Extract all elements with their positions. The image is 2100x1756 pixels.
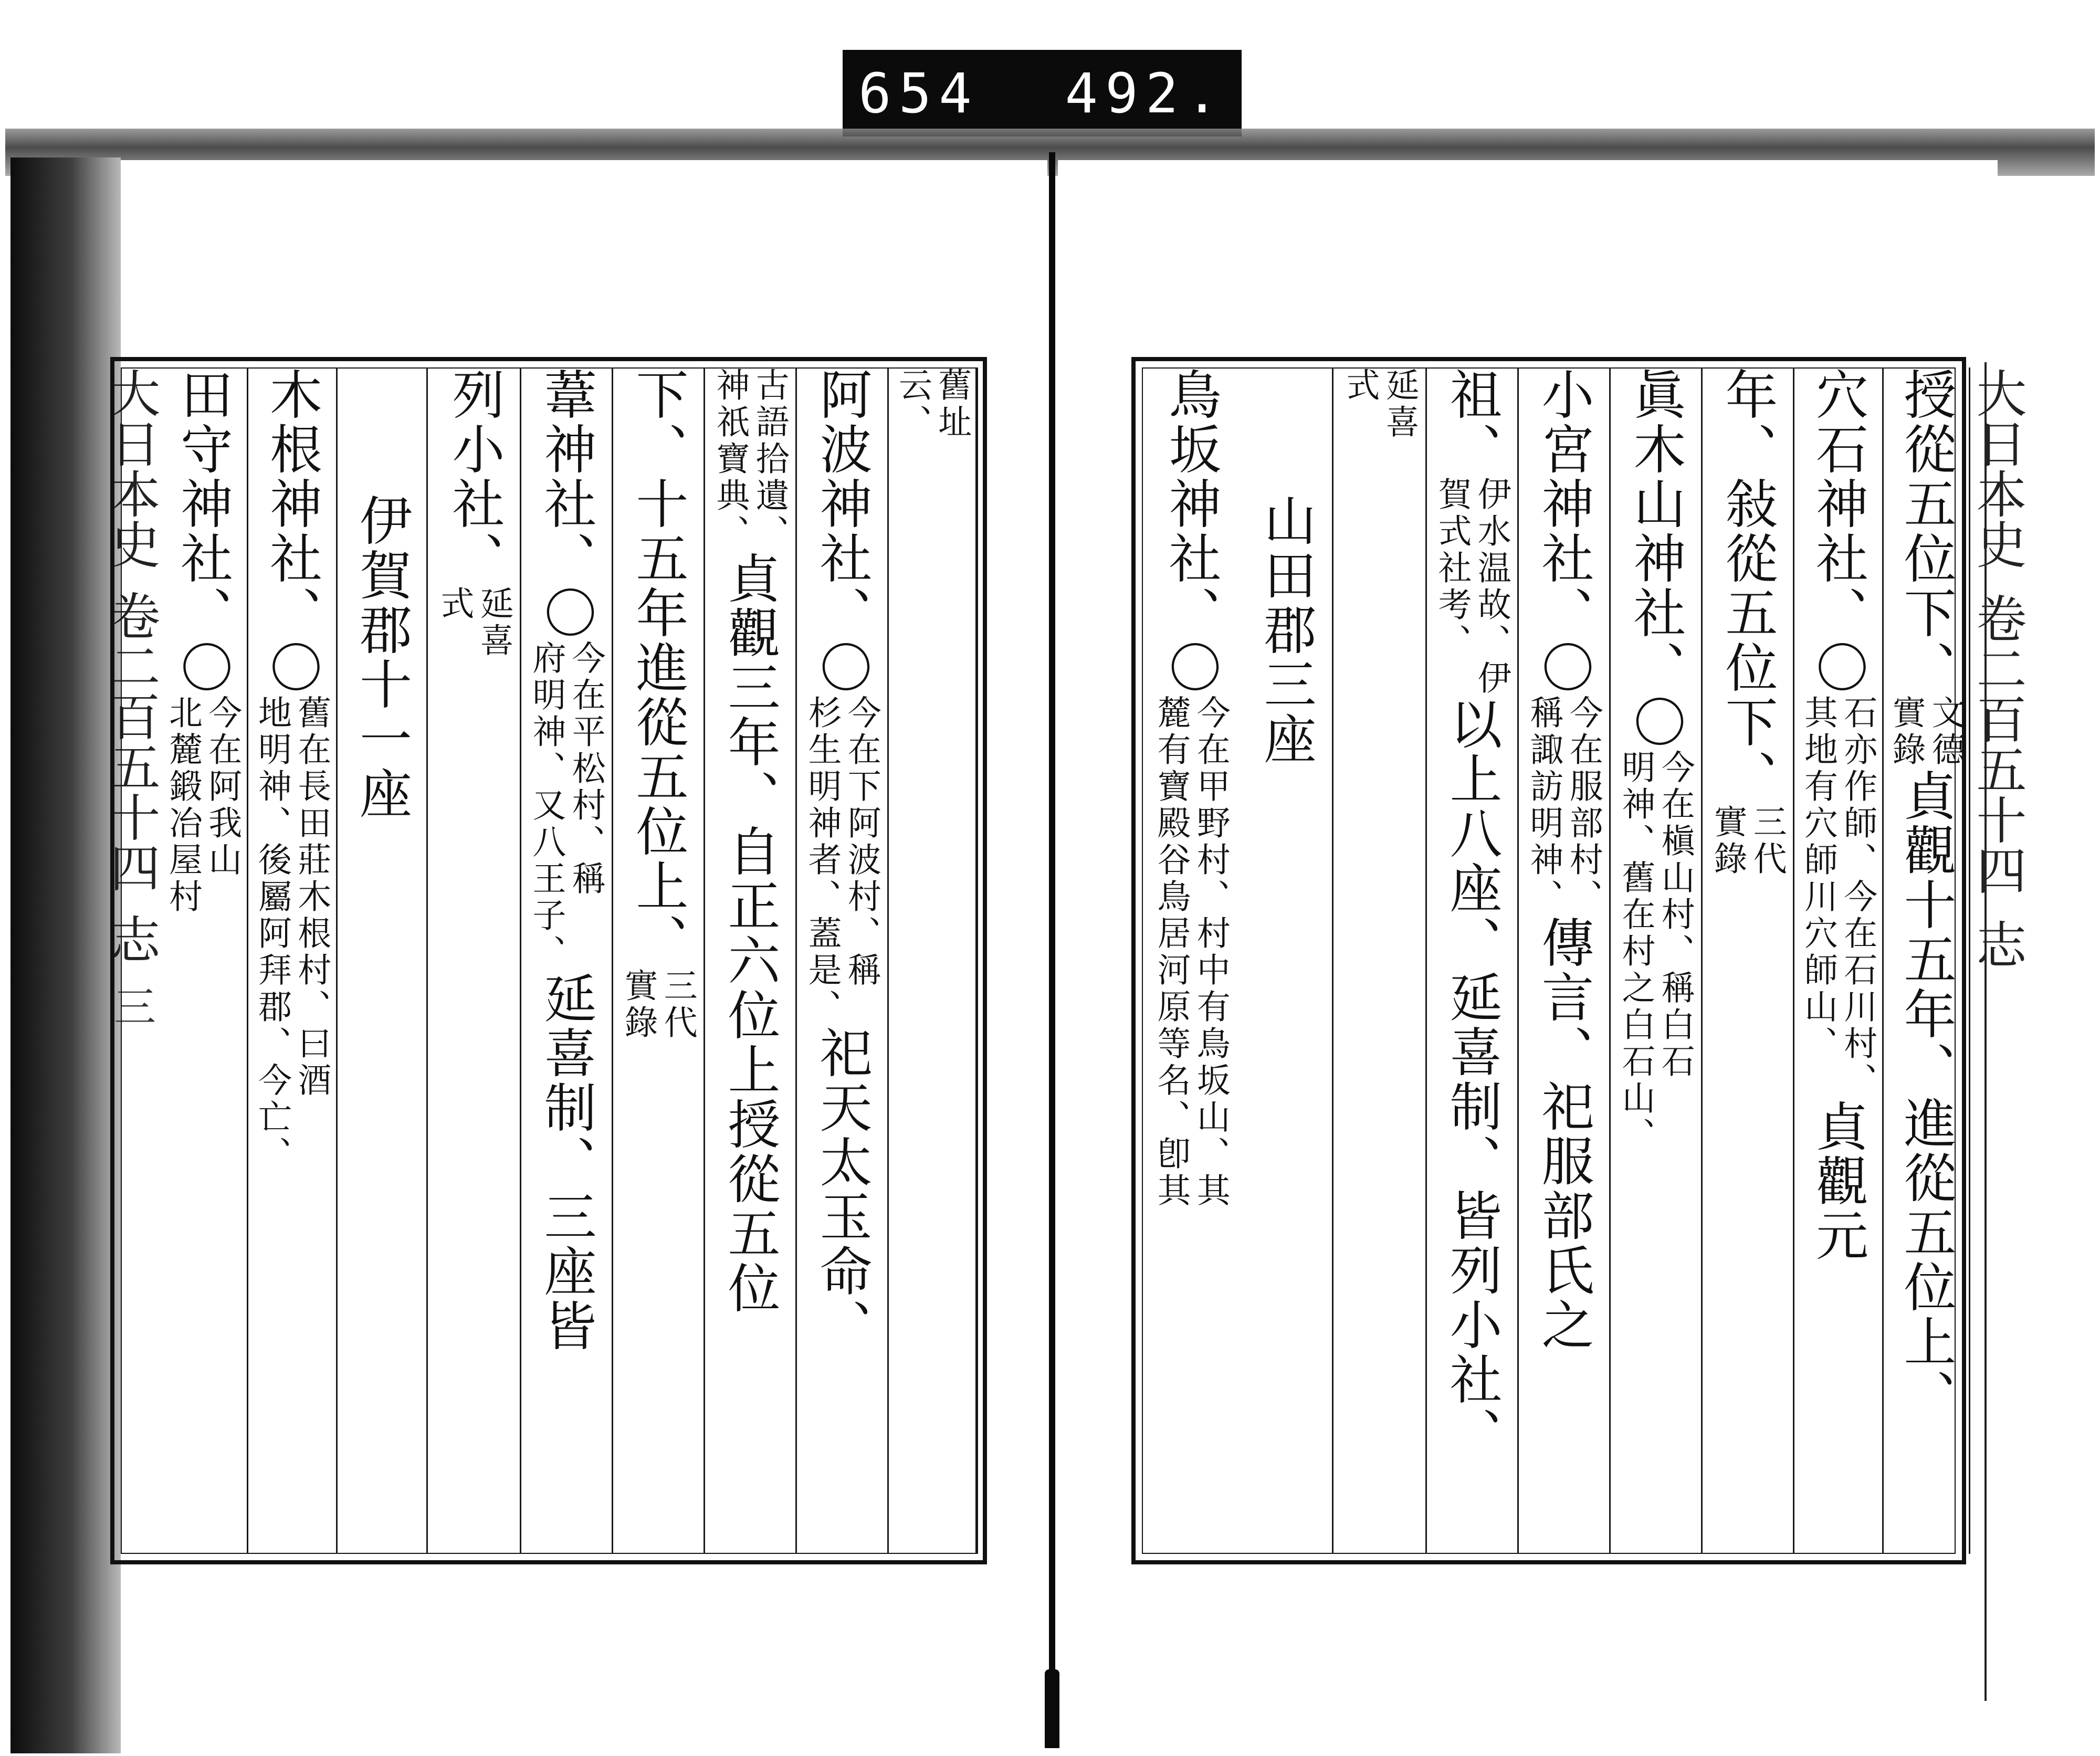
left-col5-tail: 延喜制、三座皆 bbox=[535, 971, 597, 1353]
right-column-6 bbox=[1425, 367, 1519, 1554]
right-col1-tail: 貞觀十五年、進從五位上、 bbox=[1895, 769, 1957, 1424]
left-column-3 bbox=[704, 367, 797, 1554]
right-column-9 bbox=[1142, 367, 1239, 1554]
right-margin-volume: 卷二百五十四 bbox=[1968, 593, 2027, 895]
left-page-number: 三 bbox=[107, 985, 156, 1027]
left-margin-title: 大日本史 bbox=[102, 367, 161, 569]
right-col1-small-a: 文德 bbox=[1926, 695, 1965, 769]
left-col3-tail: 貞觀三年、自正六位上授從五位 bbox=[719, 551, 781, 1316]
right-column-5 bbox=[1517, 367, 1611, 1554]
archive-number-left: 654 bbox=[858, 61, 979, 125]
right-col6-tail: 以上八座、延喜制、皆列小社、 bbox=[1441, 697, 1503, 1461]
left-col5-small-b: 府明神、又八王子、 bbox=[527, 640, 566, 971]
right-col2-main: 穴石神社、〇 bbox=[1807, 367, 1868, 695]
right-col2-small-b: 其地有穴師川穴師山、 bbox=[1799, 695, 1838, 1063]
left-margin-volume: 卷二百五十四 bbox=[102, 590, 161, 892]
left-col7-main: 伊賀郡十一座 bbox=[351, 493, 412, 821]
left-column-6 bbox=[428, 367, 521, 1554]
right-col5-small-a: 今在服部村、 bbox=[1563, 695, 1603, 916]
left-col2-small-b: 杉生明神者、蓋是、 bbox=[802, 695, 842, 1026]
right-column-8 bbox=[1239, 367, 1334, 1554]
left-col9-small-a: 今在阿我山 bbox=[203, 695, 242, 879]
right-col6-small-a: 伊水温故、伊 bbox=[1472, 477, 1511, 697]
right-col5-tail: 傳言、祀服部氏之 bbox=[1532, 916, 1594, 1352]
left-col5-main: 葦神社、〇 bbox=[535, 367, 597, 640]
right-col3-small-b: 實錄 bbox=[1708, 804, 1747, 878]
right-col4-small-b: 明神、舊在村之白石山、 bbox=[1616, 750, 1655, 1154]
right-col6-small-b: 賀式社考、 bbox=[1432, 477, 1472, 660]
left-column-7 bbox=[336, 367, 428, 1554]
left-col8-main: 木根神社、〇 bbox=[261, 367, 322, 695]
left-col2-small-a: 今在下阿波村、稱 bbox=[842, 695, 881, 989]
left-col6-small-a: 延喜 bbox=[474, 586, 513, 659]
right-col3-small-a: 三代 bbox=[1747, 804, 1787, 878]
left-col8-small-a: 舊在長田莊木根村、曰酒 bbox=[292, 695, 331, 1099]
left-col3-small-b: 神祇寶典、 bbox=[710, 367, 750, 551]
left-col4-small-b: 實錄 bbox=[618, 968, 658, 1042]
left-margin-section: 志 bbox=[102, 913, 161, 964]
right-col6-main: 祖、 bbox=[1441, 367, 1503, 477]
left-col2-main: 阿波神社、〇 bbox=[811, 367, 873, 695]
left-column-2 bbox=[795, 367, 889, 1554]
left-col1-small-a: 舊址 bbox=[932, 367, 972, 441]
right-col5-small-b: 稱諏訪明神、 bbox=[1524, 695, 1563, 916]
right-margin-title: 大日本史 bbox=[1968, 367, 2027, 569]
left-col2-tail: 祀天太玉命、 bbox=[811, 1026, 873, 1353]
right-column-7 bbox=[1334, 367, 1427, 1554]
left-col4-small-a: 三代 bbox=[658, 968, 697, 1042]
left-column-5 bbox=[520, 367, 613, 1554]
left-col9-main: 田守神社、〇 bbox=[172, 367, 233, 695]
left-column-4 bbox=[612, 367, 705, 1554]
archive-number-right: 492. bbox=[1065, 61, 1226, 125]
left-column-8 bbox=[247, 367, 338, 1554]
left-col8-small-b: 地明神、後屬阿拜郡、今亡、 bbox=[253, 695, 291, 1173]
right-col3-main: 年、敍從五位下、 bbox=[1716, 367, 1778, 804]
right-col1-small-b: 實錄 bbox=[1886, 695, 1926, 769]
right-column-1 bbox=[1882, 367, 1970, 1554]
right-col1-main: 授從五位下、 bbox=[1895, 367, 1957, 695]
left-col9-small-b: 北麓鍛冶屋村 bbox=[163, 695, 202, 916]
right-col4-small-a: 今在槇山村、稱白石 bbox=[1655, 750, 1695, 1080]
right-col7-small-a: 延喜 bbox=[1380, 367, 1419, 441]
right-col8-main: 山田郡三座 bbox=[1255, 493, 1317, 766]
left-col6-small-b: 式 bbox=[435, 586, 474, 623]
right-column-3 bbox=[1701, 367, 1794, 1554]
right-col4-main: 眞木山神社、〇 bbox=[1624, 367, 1686, 750]
right-col5-main: 小宮神社、〇 bbox=[1532, 367, 1594, 695]
right-margin-section: 志 bbox=[1968, 919, 2027, 969]
left-col3-small-a: 古語拾遺、 bbox=[750, 367, 789, 551]
left-col4-main: 下、十五年進從五位上、 bbox=[627, 367, 689, 968]
left-col6-main: 列小社、 bbox=[443, 367, 505, 586]
center-spine bbox=[1049, 152, 1055, 1727]
right-col2-tail: 貞觀元 bbox=[1807, 1099, 1868, 1263]
right-col9-main: 鳥坂神社、〇 bbox=[1160, 367, 1222, 695]
right-col2-small-a: 石亦作師、今在石川村、 bbox=[1838, 695, 1877, 1099]
right-column-2 bbox=[1793, 367, 1884, 1554]
left-column-9 bbox=[158, 367, 248, 1554]
page-edge-line bbox=[1984, 362, 2017, 1701]
right-col7-small-b: 式 bbox=[1340, 367, 1380, 404]
spine-tip bbox=[1045, 1669, 1059, 1748]
right-col9-small-b: 麓有寶殿谷鳥居河原等名、卽其 bbox=[1151, 695, 1191, 1210]
right-column-4 bbox=[1609, 367, 1703, 1554]
left-col5-small-a: 今在平松村、稱 bbox=[566, 640, 605, 898]
archive-number-tag bbox=[843, 50, 1242, 136]
left-column-1 bbox=[887, 367, 978, 1554]
left-col1-small-b: 云、 bbox=[893, 367, 932, 441]
right-col9-small-a: 今在甲野村、村中有鳥坂山、其 bbox=[1191, 695, 1230, 1210]
